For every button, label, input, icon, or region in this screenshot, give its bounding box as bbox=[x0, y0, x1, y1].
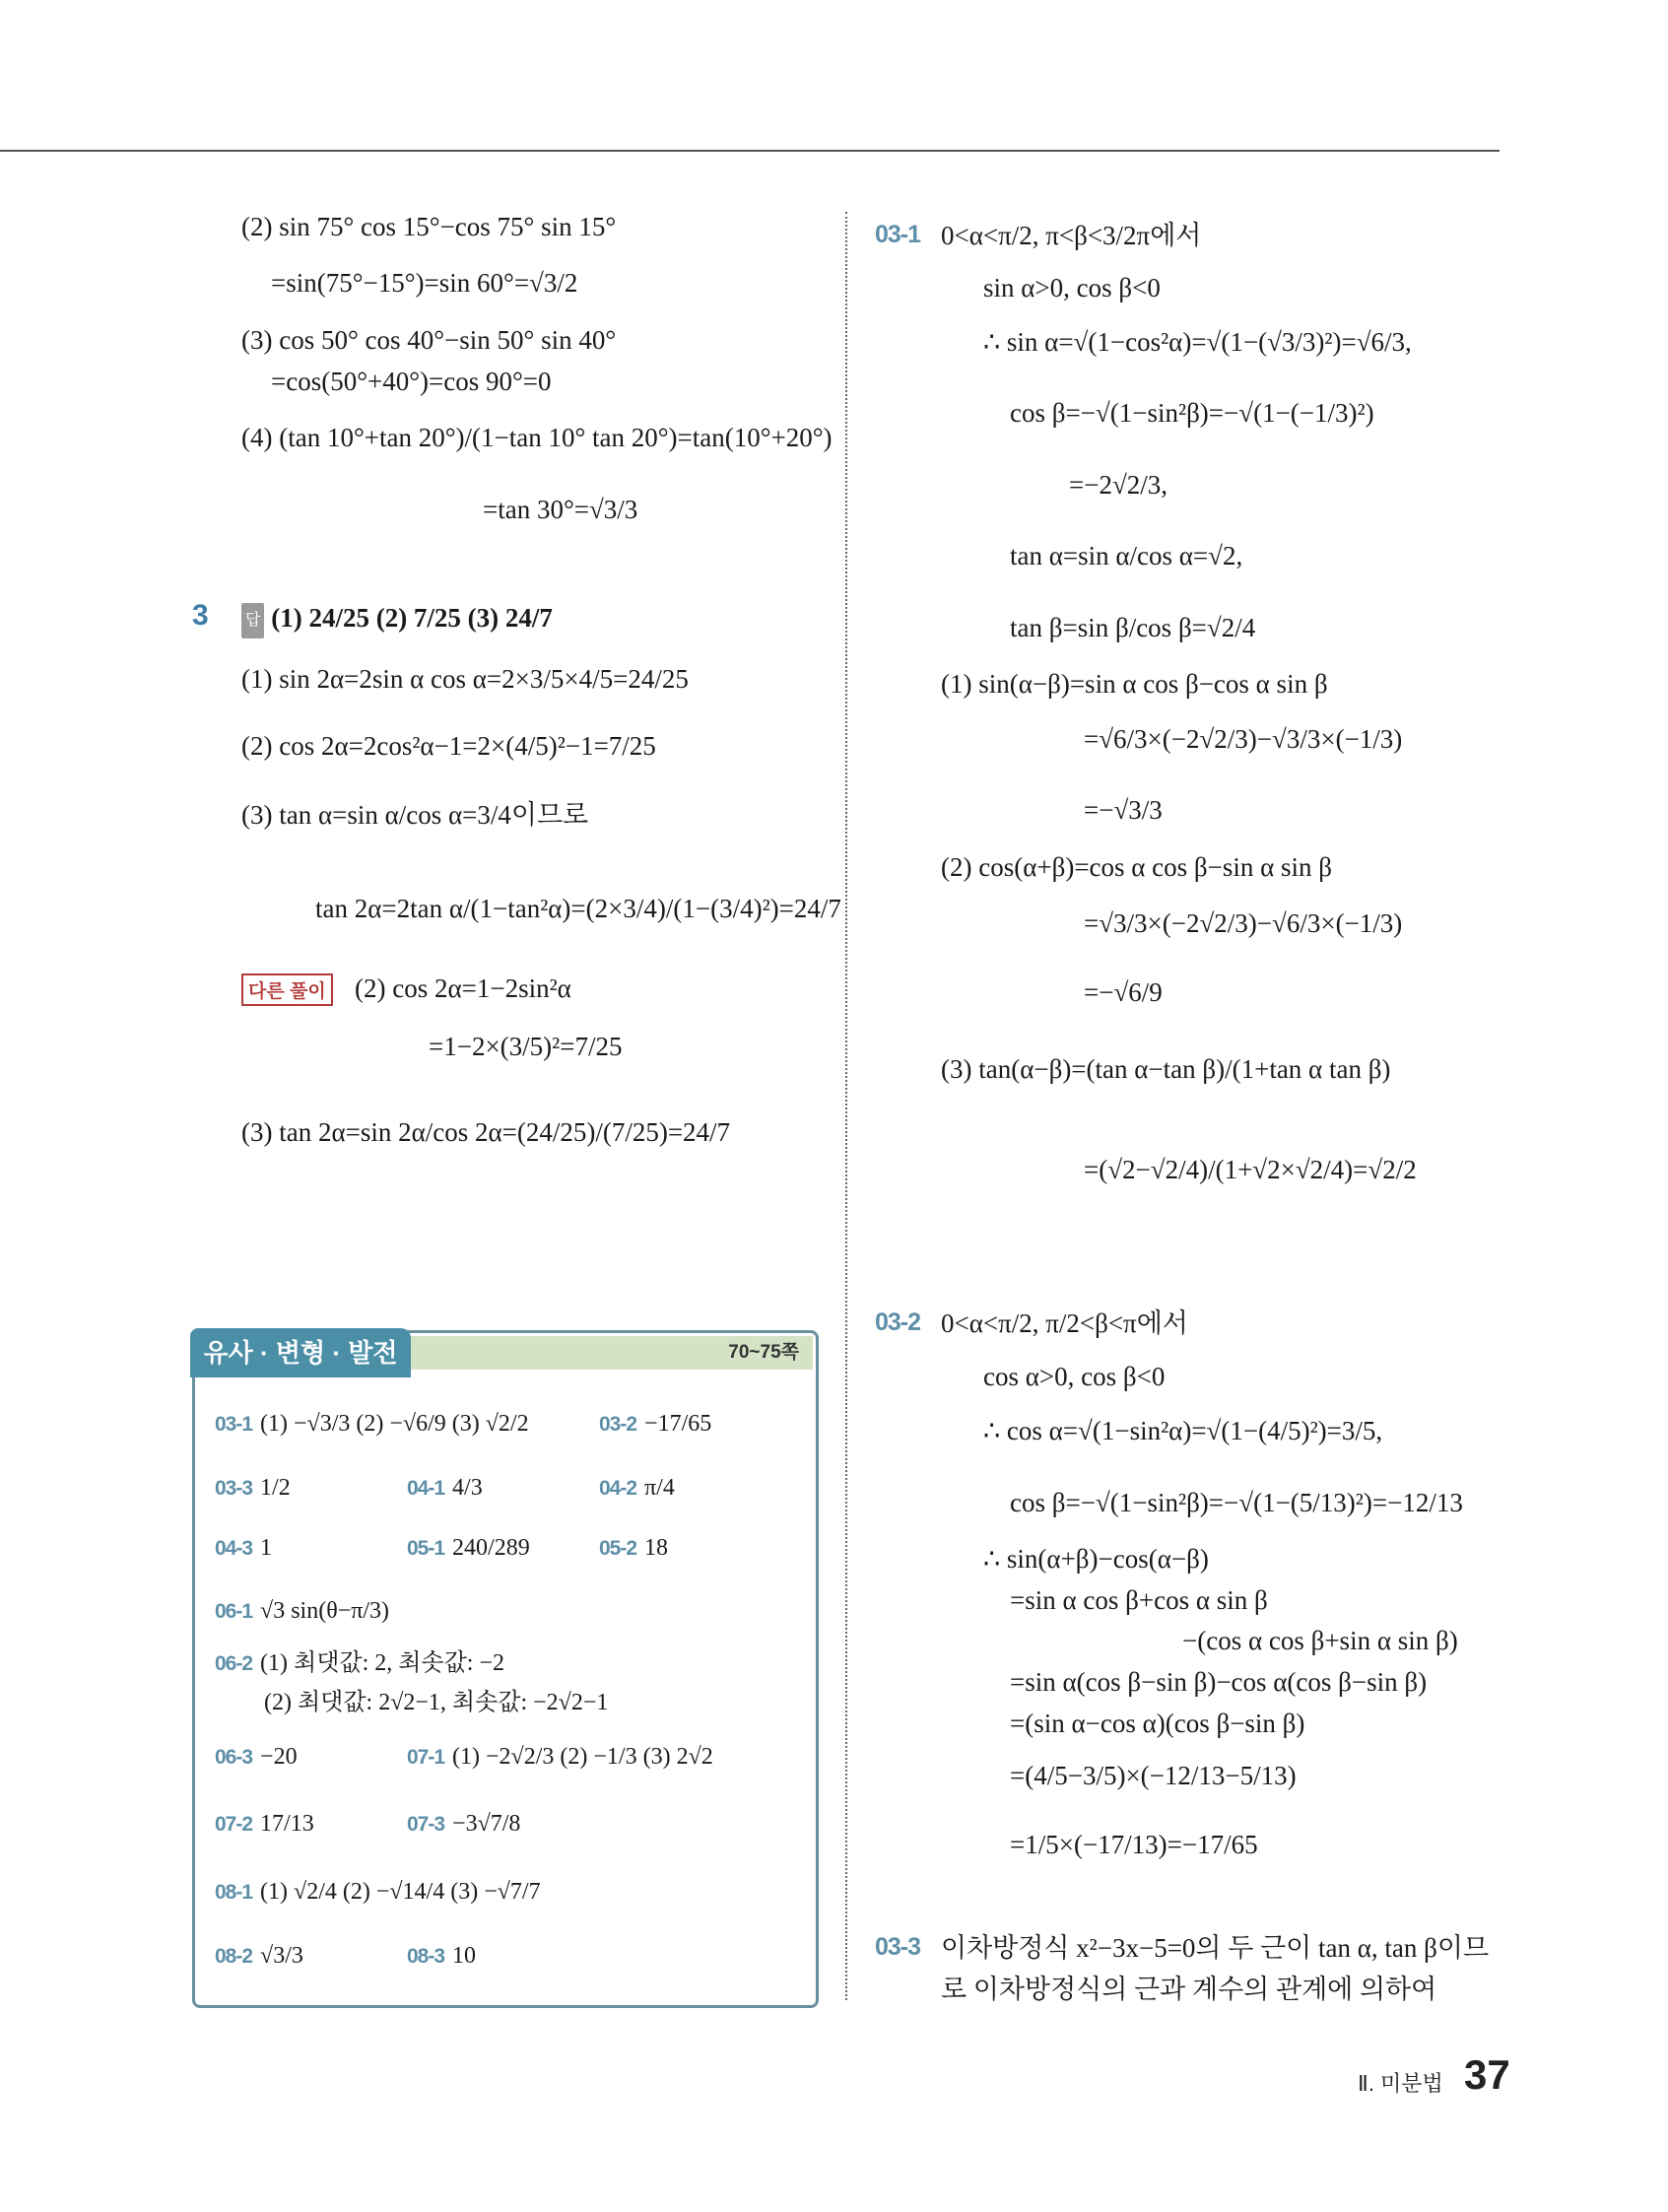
summary-row bbox=[215, 1533, 272, 1564]
summary-row bbox=[407, 1809, 520, 1840]
s031-l1: sin α>0, cos β<0 bbox=[983, 273, 1161, 302]
row-answer: √3/3 bbox=[260, 1943, 303, 1969]
s032-l9: =(4/5−3/5)×(−12/13−5/13) bbox=[1010, 1761, 1297, 1790]
s031-q1c: =−√3/3 bbox=[1084, 795, 1163, 825]
row-id: 06-3 bbox=[215, 1746, 253, 1769]
summary-row bbox=[407, 1473, 483, 1504]
alt-solution-badge: 다른 풀이 bbox=[241, 973, 333, 1006]
row-id: 07-1 bbox=[407, 1746, 445, 1769]
s031-q3b: =(√2−√2/4)/(1+√2×√2/4)=√2/2 bbox=[1084, 1155, 1417, 1184]
row-id: 04-3 bbox=[215, 1537, 253, 1560]
s031-q2c: =−√6/9 bbox=[1084, 977, 1163, 1007]
row-answer: 4/3 bbox=[452, 1475, 483, 1501]
left-p4-line1: (4) (tan 10°+tan 20°)/(1−tan 10° tan 20°)=tan(10°+20°) bbox=[241, 423, 833, 452]
s031-q1: (1) sin(α−β)=sin α cos β−cos α sin β bbox=[941, 669, 1328, 699]
row-id: 08-3 bbox=[407, 1945, 445, 1968]
s031-l5: tan α=sin α/cos α=√2, bbox=[1010, 541, 1243, 570]
row-answer: 1/2 bbox=[260, 1475, 291, 1501]
chapter-label: Ⅱ. 미분법 bbox=[1358, 2071, 1443, 2096]
row-id: 07-3 bbox=[407, 1813, 445, 1836]
s032-l6: −(cos α cos β+sin α sin β) bbox=[1182, 1626, 1458, 1655]
row-id: 03-3 bbox=[215, 1477, 253, 1500]
solution-id-03-1: 03-1 bbox=[875, 221, 921, 248]
s032-l8: =(sin α−cos α)(cos β−sin β) bbox=[1010, 1709, 1305, 1738]
left-alt2: =1−2×(3/5)²=7/25 bbox=[429, 1032, 623, 1061]
left-alt1: (2) cos 2α=1−2sin²α bbox=[355, 973, 571, 1003]
summary-row bbox=[215, 1473, 291, 1504]
row-answer: 10 bbox=[452, 1943, 477, 1969]
s032-l5: =sin α cos β+cos α sin β bbox=[1010, 1585, 1268, 1615]
left-p3-line1: (3) cos 50° cos 40°−sin 50° sin 40° bbox=[241, 325, 617, 355]
s031-q1b: =√6/3×(−2√2/3)−√3/3×(−1/3) bbox=[1084, 724, 1403, 754]
answer-line bbox=[241, 601, 553, 638]
row-id: 06-1 bbox=[215, 1600, 253, 1623]
row-id: 03-1 bbox=[215, 1413, 253, 1436]
summary-row bbox=[215, 1941, 303, 1972]
left-p4-line2: =tan 30°=√3/3 bbox=[483, 495, 638, 524]
summary-row bbox=[407, 1533, 530, 1564]
row-answer: −3√7/8 bbox=[452, 1811, 521, 1837]
row-answer: (1) −2√2/3 (2) −1/3 (3) 2√2 bbox=[452, 1744, 713, 1770]
summary-row bbox=[215, 1409, 529, 1440]
summary-title: 유사 · 변형 · 발전 bbox=[190, 1328, 411, 1377]
s032-l4: ∴ sin(α+β)−cos(α−β) bbox=[983, 1544, 1209, 1574]
s033-l1: 이차방정식 x²−3x−5=0의 두 근이 tan α, tan β이므 bbox=[941, 1933, 1490, 1963]
summary-row bbox=[599, 1409, 711, 1440]
row-answer: (1) √2/4 (2) −√14/4 (3) −√7/7 bbox=[260, 1879, 541, 1905]
top-rule bbox=[0, 150, 1500, 152]
row-answer: −17/65 bbox=[644, 1411, 712, 1437]
summary-row bbox=[599, 1473, 675, 1504]
s031-condition: 0<α<π/2, π<β<3/2π에서 bbox=[941, 221, 1202, 250]
summary-row bbox=[215, 1809, 314, 1840]
summary-row bbox=[407, 1742, 713, 1773]
row-id: 04-1 bbox=[407, 1477, 445, 1500]
s032-condition: 0<α<π/2, π/2<β<π에서 bbox=[941, 1308, 1188, 1338]
page-number: 37 bbox=[1464, 2051, 1510, 2098]
answer-values: (1) 24/25 (2) 7/25 (3) 24/7 bbox=[271, 603, 553, 633]
row-id: 04-2 bbox=[599, 1477, 637, 1500]
s032-l2: ∴ cos α=√(1−sin²α)=√(1−(4/5)²)=3/5, bbox=[983, 1416, 1383, 1445]
left-alt3: (3) tan 2α=sin 2α/cos 2α=(24/25)/(7/25)=24/7 bbox=[241, 1117, 731, 1147]
row-answer: π/4 bbox=[644, 1475, 675, 1501]
summary-row bbox=[215, 1742, 298, 1773]
s031-l2: ∴ sin α=√(1−cos²α)=√(1−(√3/3)²)=√6/3, bbox=[983, 327, 1412, 357]
row-answer: 240/289 bbox=[452, 1535, 530, 1561]
summary-row bbox=[599, 1533, 668, 1564]
s032-l3: cos β=−√(1−sin²β)=−√(1−(5/13)²)=−12/13 bbox=[1010, 1488, 1463, 1517]
solution-id-03-3: 03-3 bbox=[875, 1933, 921, 1961]
s031-q2b: =√3/3×(−2√2/3)−√6/3×(−1/3) bbox=[1084, 908, 1403, 938]
answer-badge: 답 bbox=[241, 603, 264, 638]
s033-l2: 로 이차방정식의 근과 계수의 관계에 의하여 bbox=[941, 1975, 1437, 2004]
left-p2-line1: (2) sin 75° cos 15°−cos 75° sin 15° bbox=[241, 212, 617, 241]
left-p2-line2: =sin(75°−15°)=sin 60°=√3/2 bbox=[271, 268, 578, 298]
s031-q2: (2) cos(α+β)=cos α cos β−sin α sin β bbox=[941, 852, 1333, 882]
row-id: 07-2 bbox=[215, 1813, 253, 1836]
row-id: 08-1 bbox=[215, 1881, 253, 1904]
summary-row bbox=[215, 1648, 504, 1679]
row-answer: 17/13 bbox=[260, 1811, 314, 1837]
problem-number: 3 bbox=[192, 599, 209, 632]
left-q3a: (3) tan α=sin α/cos α=3/4이므로 bbox=[241, 800, 589, 830]
row-answer: √3 sin(θ−π/3) bbox=[260, 1598, 390, 1624]
s032-l1: cos α>0, cos β<0 bbox=[983, 1362, 1166, 1391]
left-p3-line2: =cos(50°+40°)=cos 90°=0 bbox=[271, 367, 552, 396]
s031-l4: =−2√2/3, bbox=[1069, 470, 1168, 500]
s031-l3: cos β=−√(1−sin²β)=−√(1−(−1/3)²) bbox=[1010, 398, 1374, 428]
left-q3b: tan 2α=2tan α/(1−tan²α)=(2×3/4)/(1−(3/4)²)=24/7 bbox=[315, 894, 841, 923]
row-id: 05-2 bbox=[599, 1537, 637, 1560]
row-id: 06-2 bbox=[215, 1652, 253, 1675]
s032-l7: =sin α(cos β−sin β)−cos α(cos β−sin β) bbox=[1010, 1667, 1428, 1697]
s031-q3: (3) tan(α−β)=(tan α−tan β)/(1+tan α tan β) bbox=[941, 1054, 1391, 1084]
row-answer: −20 bbox=[260, 1744, 298, 1770]
summary-row bbox=[407, 1941, 476, 1972]
left-q1: (1) sin 2α=2sin α cos α=2×3/5×4/5=24/25 bbox=[241, 664, 689, 694]
summary-row bbox=[215, 1877, 541, 1908]
row-id: 03-2 bbox=[599, 1413, 637, 1436]
summary-pages: 70~75쪽 bbox=[411, 1336, 813, 1370]
s032-l10: =1/5×(−17/13)=−17/65 bbox=[1010, 1830, 1258, 1859]
row-id: 05-1 bbox=[407, 1537, 445, 1560]
column-divider bbox=[845, 212, 847, 2000]
row-id: 08-2 bbox=[215, 1945, 253, 1968]
row-answer: (1) −√3/3 (2) −√6/9 (3) √2/2 bbox=[260, 1411, 529, 1437]
left-q2: (2) cos 2α=2cos²α−1=2×(4/5)²−1=7/25 bbox=[241, 731, 656, 761]
solution-id-03-2: 03-2 bbox=[875, 1308, 921, 1336]
s031-l6: tan β=sin β/cos β=√2/4 bbox=[1010, 613, 1256, 642]
summary-row-continued: (2) 최댓값: 2√2−1, 최솟값: −2√2−1 bbox=[264, 1690, 609, 1715]
row-answer: (1) 최댓값: 2, 최솟값: −2 bbox=[260, 1650, 504, 1676]
row-answer: 18 bbox=[644, 1535, 669, 1561]
row-answer: 1 bbox=[260, 1535, 273, 1561]
summary-row bbox=[215, 1596, 389, 1627]
